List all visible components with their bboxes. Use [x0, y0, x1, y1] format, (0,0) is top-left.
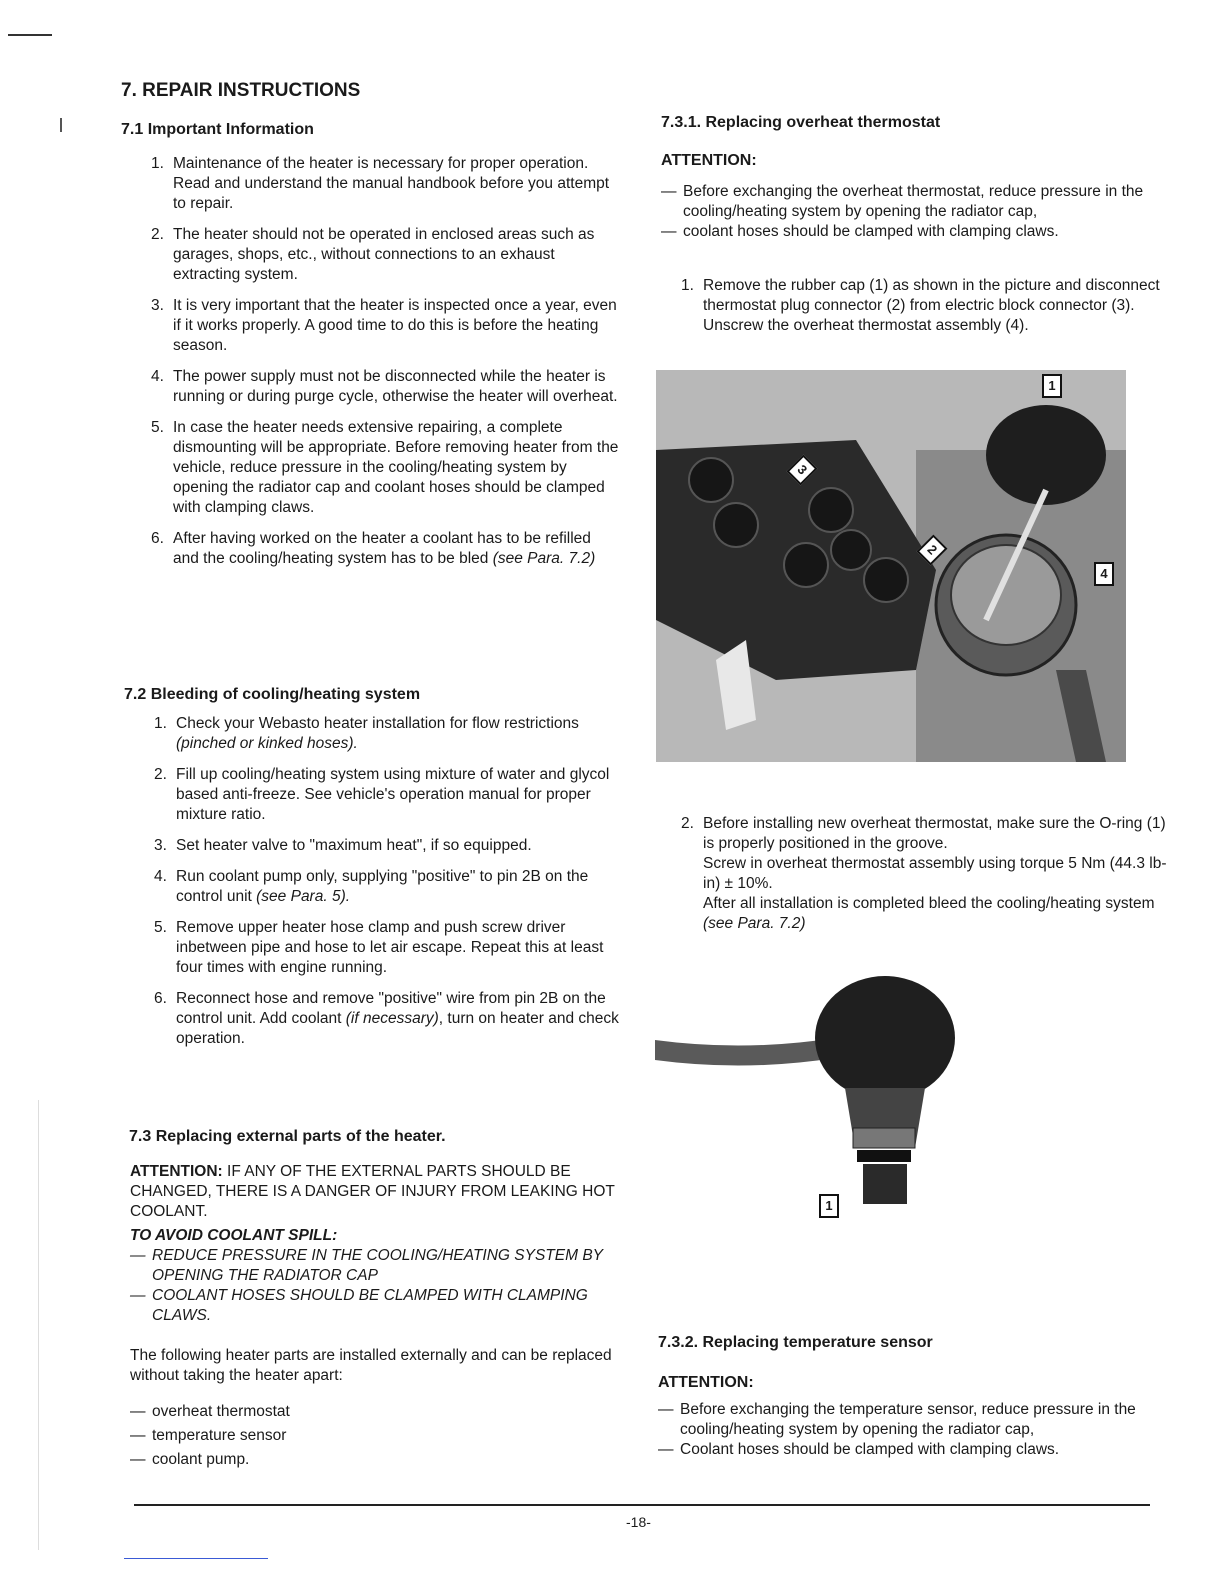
- list-item: 6. Reconnect hose and remove "positive" wire from pin 2B on the control unit. Add coolant (if necessary), turn on heater and check operation.: [154, 990, 619, 1047]
- list-item: — coolant pump.: [130, 1448, 430, 1472]
- thermostat-step-1: 1. Remove the rubber cap (1) as shown in the picture and disconnect thermostat plug connector (2) from electric block connector (3). Unscrew the overheat thermostat assembly (4).: [681, 277, 1160, 334]
- list-item: 1. Check your Webasto heater installation for flow restrictions (pinched or kinked hoses).: [154, 715, 579, 752]
- corner-mark: [8, 34, 52, 36]
- thermostat-oring-photo: [655, 968, 965, 1258]
- list-item: — temperature sensor: [130, 1424, 430, 1448]
- thermostat-oring-photo-drawing: [655, 968, 965, 1258]
- list-item: 4. Run coolant pump only, supplying "positive" to pin 2B on the control unit (see Para. 5).: [154, 868, 589, 905]
- callout-4: 4: [1094, 562, 1114, 586]
- bottom-link-line: [124, 1558, 268, 1559]
- list-item: — Before exchanging the temperature sensor, reduce pressure in the cooling/heating system by opening the radiator cap,: [658, 1400, 1158, 1440]
- thermostat-step-2: 2. Before installing new overheat thermostat, make sure the O-ring (1) is properly positioned in the groove. Screw in overheat thermostat assembly using torque 5 Nm (44.3 lb-in) ± 10%. After all installation is completed bleed the cooling/heating system (see Para. 7.2): [681, 815, 1167, 932]
- list-item: 1. Maintenance of the heater is necessary for proper operation. Read and understand the manual handbook before you attempt to repair.: [151, 155, 610, 212]
- list-item: — COOLANT HOSES SHOULD BE CLAMPED WITH CLAMPING CLAWS.: [130, 1286, 622, 1326]
- list-item: 6. After having worked on the heater a coolant has to be refilled and the cooling/heating system has to be bled (see Para. 7.2): [151, 530, 596, 567]
- list-item: 4. The power supply must not be disconnected while the heater is running or during purge cycle, otherwise the heater will overheat.: [151, 368, 618, 405]
- list-item: 3. It is very important that the heater is inspected once a year, even if it works properly. A good time to do this is before the heating season.: [151, 297, 617, 354]
- list-item: — Coolant hoses should be clamped with clamping claws.: [658, 1440, 1158, 1460]
- avoid-spill-list: [130, 1246, 622, 1326]
- important-info-list: [151, 154, 621, 580]
- external-parts-intro: The following heater parts are installed externally and can be replaced without taking the heater apart:: [130, 1347, 612, 1384]
- thermostat-attention-list: [661, 182, 1161, 242]
- list-item: 5. Remove upper heater hose clamp and push screw driver inbetween pipe and hose to let air escape. Repeat this at least four times with engine running.: [154, 919, 604, 976]
- attention-heading: ATTENTION:: [658, 1374, 754, 1391]
- external-parts-list: [130, 1400, 430, 1472]
- thermostat-photo: [656, 370, 1126, 762]
- page-title: 7. REPAIR INSTRUCTIONS: [121, 80, 361, 101]
- list-item: — Before exchanging the overheat thermostat, reduce pressure in the cooling/heating system by opening the radiator cap,: [661, 182, 1161, 222]
- margin-mark: [60, 118, 62, 132]
- list-item: 5. In case the heater needs extensive repairing, a complete dismounting will be appropriate. Before removing heater from the vehicle, reduce pressure in the cooling/heating system by opening the radiator cap and coolant hoses should be clamped with clamping claws.: [151, 419, 619, 516]
- list-item: — REDUCE PRESSURE IN THE COOLING/HEATING SYSTEM BY OPENING THE RADIATOR CAP: [130, 1246, 622, 1286]
- section-heading-7-3-2: 7.3.2. Replacing temperature sensor: [658, 1334, 933, 1351]
- avoid-spill-heading: TO AVOID COOLANT SPILL:: [130, 1227, 338, 1244]
- bleeding-steps-list: [154, 714, 622, 1060]
- list-item: 2. The heater should not be operated in enclosed areas such as garages, shops, etc., without connections to an exhaust extracting system.: [151, 226, 595, 283]
- attention-text: IF ANY OF THE EXTERNAL PARTS SHOULD BE CHANGED, THERE IS A DANGER OF INJURY FROM LEAKING HOT COOLANT.: [130, 1163, 615, 1220]
- list-item: — coolant hoses should be clamped with clamping claws.: [661, 222, 1161, 242]
- footer-rule: [134, 1504, 1150, 1506]
- callout-1: 1: [819, 1194, 839, 1218]
- callout-1: 1: [1042, 374, 1062, 398]
- list-item: — overheat thermostat: [130, 1400, 430, 1424]
- list-item: 2. Fill up cooling/heating system using mixture of water and glycol based anti-freeze. See vehicle's operation manual for proper mixture ratio.: [154, 766, 610, 823]
- margin-line: [38, 1100, 39, 1550]
- callout-2: 2: [916, 534, 947, 565]
- list-item: 3. Set heater valve to "maximum heat", if so equipped.: [154, 837, 532, 854]
- attention-label: ATTENTION:: [130, 1163, 223, 1180]
- callout-3: 3: [786, 454, 817, 485]
- thermostat-photo-drawing: [656, 370, 1126, 762]
- section-heading-7-3: 7.3 Replacing external parts of the heater.: [129, 1128, 446, 1145]
- sensor-attention-list: [658, 1400, 1158, 1460]
- section-heading-7-3-1: 7.3.1. Replacing overheat thermostat: [661, 114, 941, 131]
- external-attention: [130, 1162, 622, 1222]
- page-number: -18-: [626, 1514, 651, 1530]
- section-heading-7-2: 7.2 Bleeding of cooling/heating system: [124, 686, 421, 703]
- attention-heading: ATTENTION:: [661, 152, 757, 169]
- section-heading-7-1: 7.1 Important Information: [121, 121, 314, 138]
